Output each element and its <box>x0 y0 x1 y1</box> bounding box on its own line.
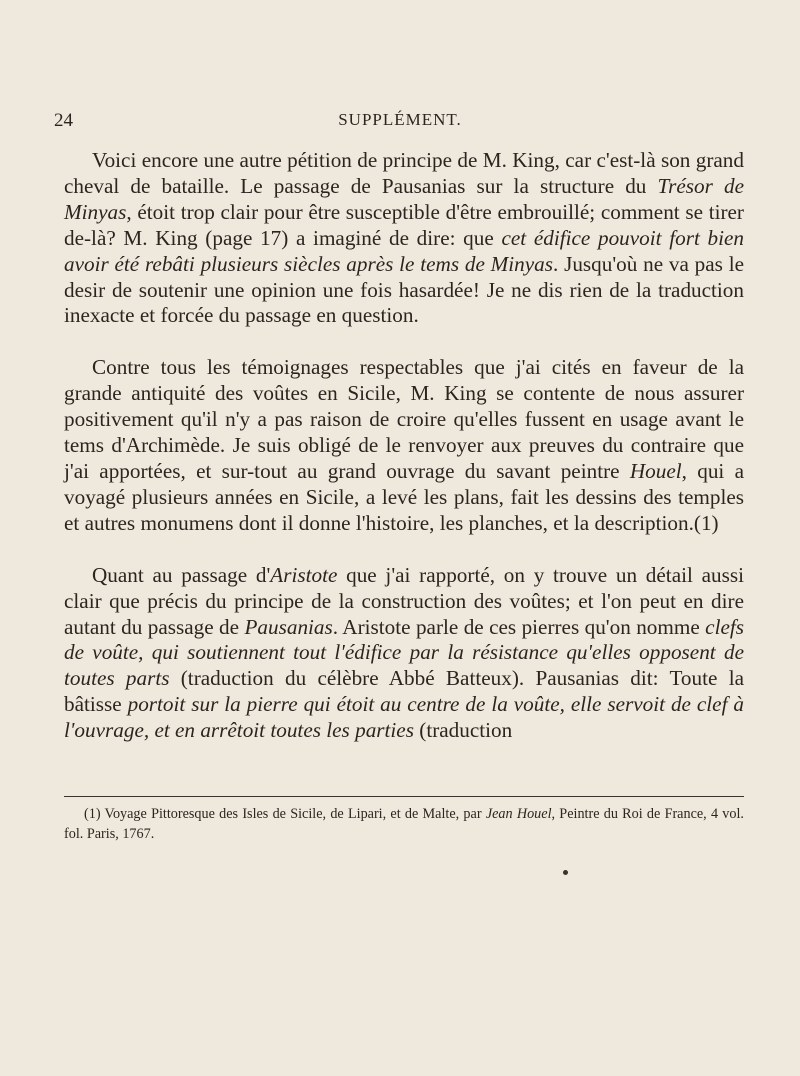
text-run: , Peintre du Roi de France, 4 vol. fol. Paris, 1767. <box>64 806 744 842</box>
text-run: (traduction du célèbre Abbé Batteux). Pausanias dit: Toute la bâtisse <box>64 666 744 717</box>
text-run: (traduction <box>413 718 513 743</box>
text-run: . Aristote parle de ces pierres qu'on nomme <box>332 614 706 639</box>
italic-run: portoit sur la pierre qui étoit au centre de la voûte, elle servoit de clef à l'ouvrage, et en arrêtoit toutes les parties <box>64 692 745 743</box>
text-run: Quant au passage d' <box>92 562 271 587</box>
footnote <box>64 804 744 844</box>
paragraph-2 <box>64 355 744 536</box>
italic-run: Pausanias <box>244 614 333 639</box>
text-run: que j'ai rapporté, on y trouve un détail aussi clair que précis du principe de la construction des voûtes; et l'on peut en dire autant du passage de <box>64 562 744 639</box>
ink-dot <box>563 870 568 875</box>
text-run: Contre tous les témoignages respectables que j'ai cités en faveur de la grande antiquité des voûtes en Sicile, M. King se contente de nous assurer positivement qu'il n'y a pas raison de croire qu'elles fussent en usage avant le tems d'Archimède. Je suis obligé de le renvoyer aux preuves du contraire que j'ai apportées, et sur-tout au grand ouvrage du savant peintre <box>64 355 744 483</box>
text-run: . Jusqu'où ne va pas le desir de soutenir une opinion une fois hasardée! Je ne dis rien de la traduction inexacte et forcée du passage en question. <box>64 251 744 328</box>
italic-run: cet édifice pouvoit fort bien avoir été rebâti plusieurs siècles après le tems de Minyas <box>64 225 744 276</box>
italic-run: Aristote <box>270 562 338 587</box>
footnote-rule <box>64 796 744 797</box>
text-run: Voici encore une autre pétition de principe de M. King, car c'est-là son grand cheval de bataille. Le passage de Pausanias sur la structure du <box>64 148 744 198</box>
italic-run: Houel <box>629 458 682 483</box>
page-header <box>52 110 748 134</box>
page-number: 24 <box>54 110 73 131</box>
italic-run: clefs de voûte, qui soutiennent tout l'édifice par la résistance qu'elles opposent de toutes parts <box>64 614 744 691</box>
paragraph-1 <box>64 148 744 329</box>
text-run: , qui a voyagé plusieurs années en Sicile, a levé les plans, fait les dessins des temples et autres monumens dont il donne l'histoire, les planches, et la description.(1) <box>64 458 744 535</box>
text-run: , étoit trop clair pour être susceptible d'être embrouillé; comment se tirer de-là? M. King (page 17) a imaginé de dire: que <box>64 199 744 250</box>
paragraph-3 <box>64 563 744 744</box>
running-head: SUPPLÉMENT. <box>338 110 462 129</box>
footnote-text <box>64 804 744 844</box>
italic-run: Trésor de Minyas <box>64 173 744 224</box>
italic-run: Jean Houel <box>485 806 552 822</box>
text-run: (1) Voyage Pittoresque des Isles de Sicile, de Lipari, et de Malte, par <box>84 806 486 822</box>
body-text <box>64 148 744 770</box>
